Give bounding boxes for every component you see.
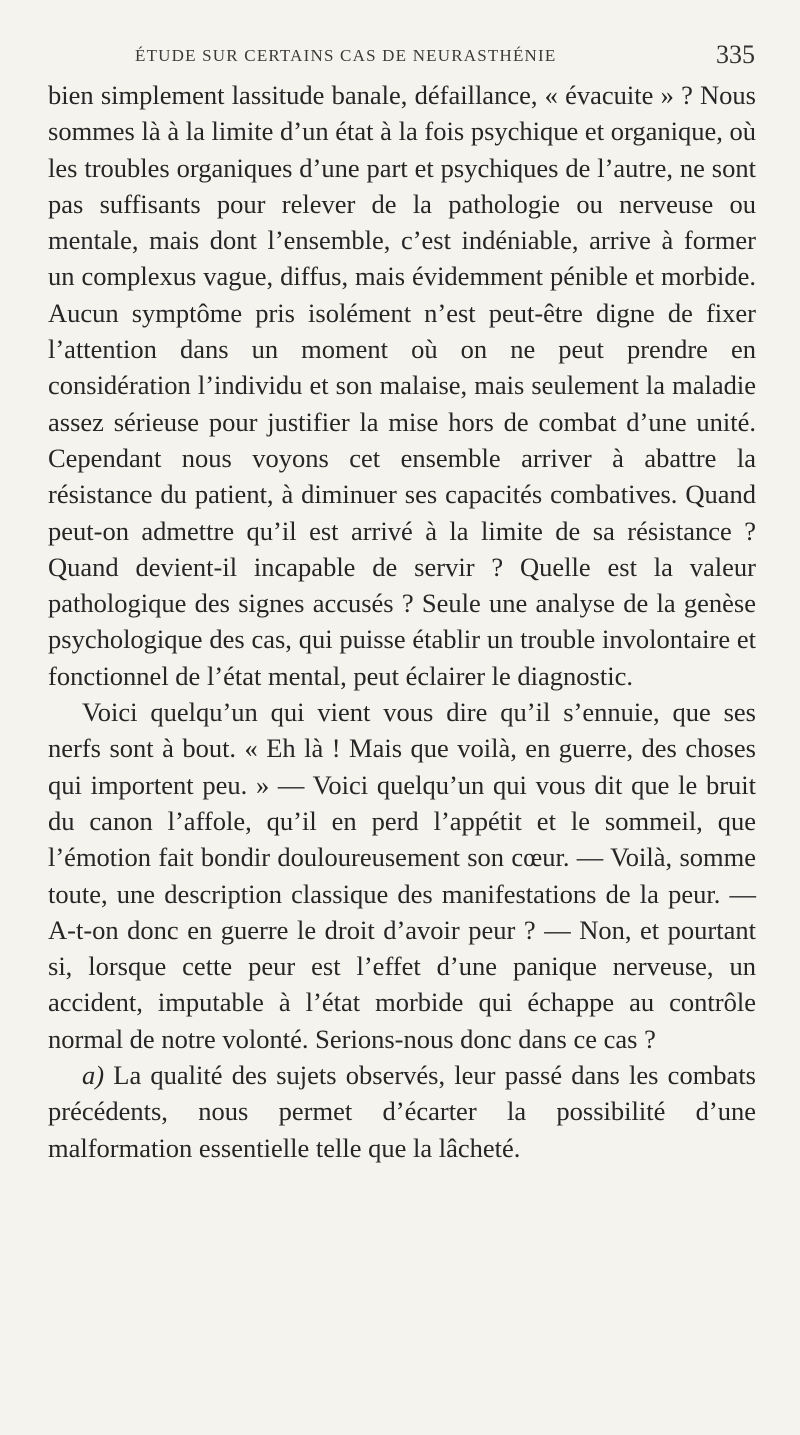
list-item-a (48, 1057, 756, 1166)
page-number: 335 (716, 40, 755, 69)
paragraph-continued: bien simplement lassitude banale, défaillance, « évacuite » ? Nous sommes là à la limite d’un état à la fois psychique et organique, où les troubles organiques d’une part et psychiques de l’autre, ne sont pas suffisants pour relever de la pathologie ou nerveuse ou mentale, mais dont l’ensemble, c’est indéniable, arrive à former un complexus vague, diffus, mais évidemment pénible et morbide. Aucun symptôme pris isolément n’est peut-être digne de fixer l’attention dans un moment où on ne peut prendre en considération l’individu et son malaise, mais seulement la maladie assez sérieuse pour justifier la mise hors de combat d’une unité. Cependant nous voyons cet ensemble arriver à abattre la résistance du patient, à diminuer ses capacités combatives. Quand peut-on admettre qu’il est arrivé à la limite de sa résistance ? Quand devient-il incapable de servir ? Quelle est la valeur pathologique des signes accusés ? Seule une analyse de la genèse psychologique des cas, qui puisse établir un trouble involontaire et fonctionnel de l’état mental, peut éclairer le diagnostic. (48, 80, 756, 691)
item-label: a) (82, 1060, 105, 1091)
page-body (48, 77, 756, 1166)
paragraph: Voici quelqu’un qui vient vous dire qu’il s’ennuie, que ses nerfs sont à bout. « Eh là ! Mais que voilà, en guerre, des choses qui importent peu. » — Voici quelqu’un qui vous dit que le bruit du canon l’affole, qu’il en perd l’appétit et le sommeil, que l’émotion fait bondir douloureusement son cœur. — Voilà, somme toute, une description classique des manifestations de la peur. — A-t-on donc en guerre le droit d’avoir peur ? — Non, et pourtant si, lorsque cette peur est l’effet d’une panique nerveuse, un accident, imputable à l’état morbide qui échappe au contrôle normal de notre volonté. Serions-nous donc dans ce cas ? (48, 697, 756, 1054)
item-text: La qualité des sujets observés, leur passé dans les combats précédents, nous permet d’écarter la possibilité d’une malformation essentielle telle que la lâcheté. (48, 1060, 756, 1163)
running-title: ÉTUDE SUR CERTAINS CAS DE NEURASTHÉNIE (135, 46, 557, 65)
page-header (135, 38, 755, 78)
